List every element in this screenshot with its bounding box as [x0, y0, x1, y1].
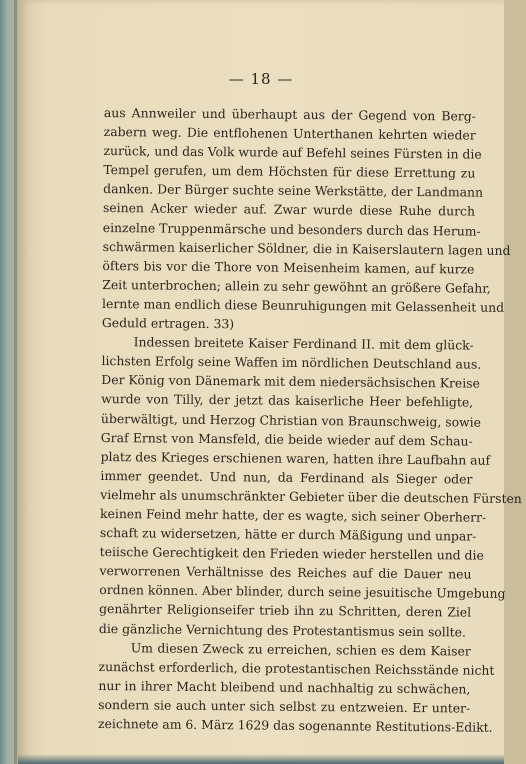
text-line: Um diesen Zweck zu erreichen, schien es dem Kaiser [130, 639, 471, 659]
text-line: zeichnete am 6. März 1629 das sogenannte Restitutions-Edikt. [97, 715, 493, 735]
text-line: ordnen können. Aber blinder, durch seine jesuitische Umgebung [99, 582, 506, 602]
text-line: nur in ihrer Macht bleibend und nachhaltig zu schwächen, [98, 677, 471, 697]
text-line: sondern sie auch unter sich selbst zu entzweien. Er unter- [98, 696, 471, 716]
book-page [18, 0, 522, 764]
text-line: platz des Krieges erschienen waren, hatten ihre Laufbahn auf [100, 448, 491, 468]
text-line: lichsten Erfolg seine Waffen im nördlichen Deutschland aus. [101, 353, 482, 372]
text-line: danken. Der Bürger suchte seine Werkstätte, der Landmann [103, 181, 484, 201]
text-line: vielmehr als unumschränkter Gebieter über die deutschen Fürsten [100, 486, 522, 506]
text-line: seinen Acker wieder auf. Zwar wurde diese Ruhe durch [102, 200, 476, 220]
text-line: wurde von Tilly, der jetzt das kaiserliche Heer befehligte, [101, 391, 474, 410]
text-line: Tempel gerufen, um dem Höchsten für diese Errettung zu [103, 162, 476, 181]
text-line: keinen Feind mehr hatte, der es wagte, sich seiner Oberherr- [99, 505, 487, 525]
text-line: öfters bis vor die Thore von Meisenheim kamen, auf kurze [102, 257, 475, 277]
text-line: schwärmen kaiserlicher Söldner, die in Kaiserslautern lagen und [102, 238, 511, 258]
text-line: Geduld ertragen. 33) [101, 315, 235, 332]
text-line: teiische Gerechtigkeit den Frieden wieder herstellen und die [99, 544, 484, 563]
text-line: schaft zu widersetzen, hätte er durch Mäßigung und unpar- [99, 525, 477, 544]
page-number: — 18 — [228, 70, 294, 88]
text-line: zabern weg. Die entflohenen Unterthanen kehrten wieder [103, 124, 476, 143]
text-line: verworrenen Verhältnisse des Reiches auf die Dauer neu [99, 563, 472, 582]
spine-shadow [14, 0, 17, 764]
text-line: zurück, und das Volk wurde auf Befehl seines Fürsten in die [103, 143, 482, 162]
text-line: genährter Religionseifer trieb ihn zu Schritten, deren Ziel [99, 601, 472, 620]
page-bottom-edge [18, 754, 504, 764]
text-line: immer geendet. Und nun, da Ferdinand als Sieger oder [100, 467, 473, 487]
text-line: Zeit unterbrochen; allein zu sehr gewöhnt an größere Gefahr, [102, 276, 491, 296]
text-line: einzelne Truppenmärsche und besonders durch das Herum- [102, 219, 481, 239]
text-line: die gänzliche Vernichtung des Protestantismus sein sollte. [98, 620, 467, 640]
text-line: Indessen breitete Kaiser Ferdinand II. mit dem glück- [133, 334, 474, 353]
text-line: zunächst erforderlich, die protestantischen Reichsstände nicht [98, 658, 495, 678]
text-line: Der König von Dänemark mit dem niedersächsischen Kreise [101, 372, 480, 391]
text-line: aus Annweiler und überhaupt aus der Gegend von Berg- [103, 104, 476, 124]
text-line: lernte man endlich diese Beunruhigungen mit Gelassenheit und [102, 295, 505, 315]
text-line: Graf Ernst von Mansfeld, die beide wieder auf dem Schau- [100, 429, 473, 449]
body-text [97, 103, 522, 737]
text-line: überwältigt, und Herzog Christian von Braunschweig, sowie [100, 410, 482, 430]
